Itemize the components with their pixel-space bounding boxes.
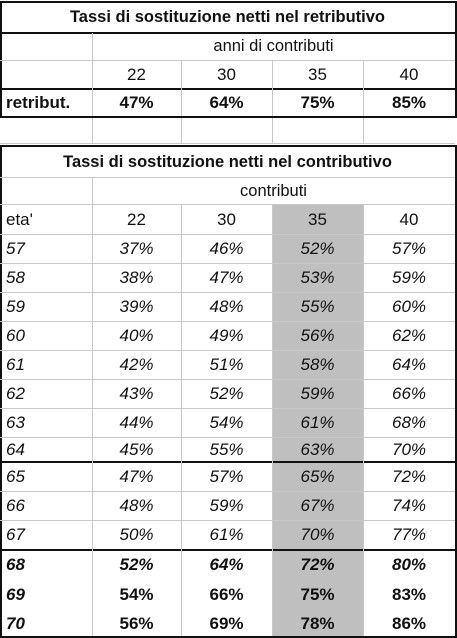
table-cell: 61% — [300, 413, 335, 432]
table-row — [0, 521, 457, 549]
table-cell: 75% — [300, 584, 335, 604]
table-cell: 60% — [391, 297, 427, 316]
table-cell: 62% — [391, 326, 427, 345]
table-cell: 58% — [300, 355, 335, 374]
table-row — [0, 463, 457, 491]
table-cell: 38% — [119, 268, 154, 287]
divider — [363, 61, 364, 116]
table-cell: 59% — [391, 268, 427, 287]
table1-col-header: 22 — [127, 64, 146, 84]
table-cell: 85% — [391, 93, 427, 112]
table-row — [0, 351, 457, 379]
table-cell: 67% — [300, 496, 335, 515]
table-cell: 72% — [300, 555, 335, 574]
divider — [181, 118, 182, 143]
table-cell: 55% — [300, 297, 335, 316]
divider — [0, 143, 455, 144]
table-cell: 61% — [209, 525, 244, 544]
table-cell: 64% — [391, 355, 427, 374]
table-cell: 52% — [300, 239, 335, 258]
table-cell: 49% — [209, 326, 244, 345]
table-cell: 54% — [119, 584, 154, 604]
age-cell: 58 — [6, 268, 25, 287]
table-cell: 57% — [209, 467, 244, 486]
table-cell: 70% — [391, 439, 427, 459]
table-cell: 63% — [300, 439, 335, 459]
age-cell: 69 — [6, 584, 25, 604]
table1-data-row — [0, 90, 457, 116]
table-cell: 46% — [209, 239, 244, 258]
divider — [181, 205, 182, 636]
table-cell: 51% — [209, 355, 244, 374]
table-cell: 65% — [300, 467, 335, 486]
table2-col-header: 30 — [217, 209, 236, 229]
table-cell: 42% — [119, 355, 154, 374]
table-row — [0, 610, 457, 638]
divider — [92, 118, 93, 143]
divider — [181, 61, 182, 116]
table2-subheader-row — [0, 178, 457, 204]
table-cell: 55% — [209, 439, 244, 459]
divider — [272, 61, 273, 116]
table-cell: 75% — [300, 93, 335, 112]
table-cell: 48% — [209, 297, 244, 316]
table2-col-header: 22 — [127, 209, 146, 229]
table-cell: 66% — [209, 584, 244, 604]
divider — [92, 178, 93, 636]
table1-title-row — [0, 3, 457, 32]
table-cell: 54% — [209, 413, 244, 432]
age-cell: 61 — [6, 355, 25, 374]
table-cell: 44% — [119, 413, 154, 432]
table-cell: 47% — [119, 93, 154, 112]
divider — [92, 33, 93, 116]
table-row — [0, 380, 457, 408]
table-row — [0, 322, 457, 350]
table1-title: Tassi di sostituzione netti nel retributivo — [69, 8, 386, 26]
table1-subheader: anni di contributi — [213, 37, 334, 55]
table-row — [0, 235, 457, 263]
table-cell: 52% — [119, 555, 154, 574]
table-cell: 56% — [119, 614, 154, 633]
table-cell: 78% — [300, 614, 335, 633]
table-cell: 66% — [391, 384, 427, 403]
table1-col-header: 30 — [217, 64, 236, 84]
table-cell: 48% — [119, 496, 154, 515]
age-cell: 64 — [6, 439, 25, 459]
age-cell: 57 — [6, 239, 25, 258]
table-cell: 74% — [391, 496, 427, 515]
divider — [272, 118, 273, 143]
table-row — [0, 264, 457, 292]
table1-subheader-row — [0, 33, 457, 60]
table-cell: 77% — [391, 525, 427, 544]
age-cell: 66 — [6, 496, 25, 515]
table1-col-header: 40 — [399, 64, 419, 84]
table-row — [0, 293, 457, 321]
table-cell: 50% — [119, 525, 154, 544]
age-cell: 60 — [6, 326, 25, 345]
age-cell: 62 — [6, 384, 25, 403]
table2-title: Tassi di sostituzione netti nel contributivo — [63, 152, 392, 171]
table-cell: 70% — [300, 525, 335, 544]
table-cell: 80% — [391, 555, 427, 574]
table-cell: 43% — [119, 384, 154, 403]
table2-col-header: 35 — [308, 209, 327, 229]
table-cell: 64% — [209, 555, 244, 574]
table-cell: 47% — [209, 268, 244, 287]
age-cell: 59 — [6, 297, 25, 316]
table2-column-header-row — [0, 205, 457, 234]
table1-column-header-row — [0, 61, 457, 88]
table-cell: 45% — [119, 439, 154, 459]
divider — [363, 118, 364, 143]
age-cell: 65 — [6, 467, 25, 486]
table-cell: 83% — [391, 584, 427, 604]
age-cell: 70 — [6, 614, 25, 633]
table-cell: 69% — [209, 614, 244, 633]
table-row — [0, 438, 457, 461]
table-cell: 39% — [119, 297, 154, 316]
age-cell: 63 — [6, 413, 25, 432]
table-cell: 86% — [391, 614, 427, 633]
table-cell: 52% — [209, 384, 244, 403]
table-cell: 72% — [391, 467, 427, 486]
table-cell: 40% — [119, 326, 154, 345]
table-row — [0, 409, 457, 437]
age-cell: 67 — [6, 525, 25, 544]
table-cell: 56% — [300, 326, 335, 345]
table1-col-header: 35 — [308, 64, 327, 84]
table-row — [0, 492, 457, 520]
age-cell: 68 — [6, 555, 25, 574]
table-row — [0, 580, 457, 609]
table-cell: 47% — [119, 467, 154, 486]
table-row — [0, 551, 457, 579]
divider — [272, 205, 273, 636]
table2-subheader: contributi — [240, 181, 307, 200]
table-cell: 64% — [209, 93, 244, 112]
age-header: eta' — [6, 209, 33, 229]
table-cell: 57% — [391, 239, 427, 258]
table-cell: 59% — [209, 496, 244, 515]
table-cell: 59% — [300, 384, 335, 403]
divider — [363, 205, 364, 636]
table-cell: 37% — [119, 239, 154, 258]
table2-col-header: 40 — [399, 209, 419, 229]
table-cell: 68% — [391, 413, 427, 432]
table2-title-row — [0, 147, 457, 177]
table-cell: 53% — [300, 268, 335, 287]
row-label: retribut. — [6, 93, 71, 112]
